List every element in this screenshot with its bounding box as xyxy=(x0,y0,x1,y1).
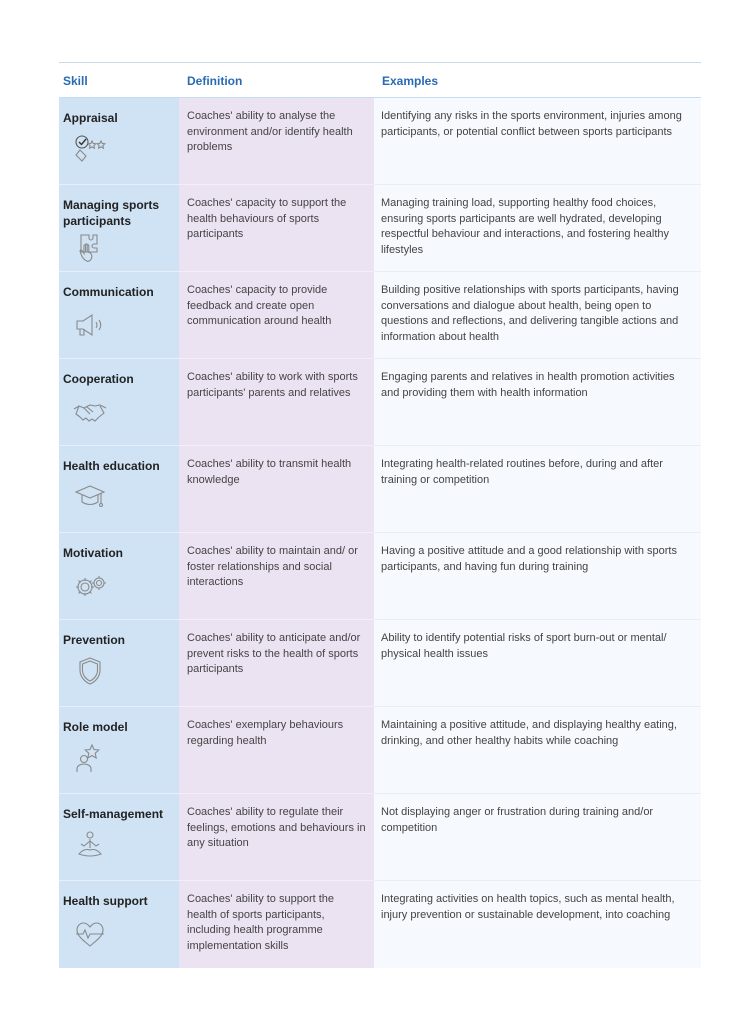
examples-cell xyxy=(374,272,701,359)
skill-cell xyxy=(59,881,179,968)
examples-cell xyxy=(374,98,701,185)
examples-cell xyxy=(374,446,701,533)
examples-text: Having a positive attitude and a good relationship with sports participants, and having fun during training xyxy=(381,545,677,573)
examples-text: Not displaying anger or frustration during training and/or competition xyxy=(381,806,654,834)
skill-cell xyxy=(59,359,179,446)
rating-check-icon xyxy=(73,132,107,162)
table-row xyxy=(59,359,701,446)
table-row xyxy=(59,707,701,794)
examples-text: Integrating health-related routines before, during and after training or competition xyxy=(381,458,663,486)
definition-text: Coaches' capacity to provide feedback and create open communication around health xyxy=(187,284,332,328)
definition-cell xyxy=(179,185,374,272)
skills-table xyxy=(59,62,701,968)
examples-text: Ability to identify potential risks of sport burn-out or mental/ physical health issues xyxy=(381,632,667,660)
table-row xyxy=(59,272,701,359)
graduation-cap-icon xyxy=(73,482,107,512)
definition-text: Coaches' ability to maintain and/ or foster relationships and social interactions xyxy=(187,545,358,589)
skill-name: Health education xyxy=(63,459,160,473)
table-row xyxy=(59,794,701,881)
hand-puzzle-icon xyxy=(73,233,107,263)
definition-cell xyxy=(179,359,374,446)
table-header xyxy=(59,63,701,98)
definition-cell xyxy=(179,881,374,968)
definition-text: Coaches' capacity to support the health behaviours of sports participants xyxy=(187,197,347,241)
definition-text: Coaches' ability to anticipate and/or prevent risks to the health of sports participants xyxy=(187,632,361,676)
megaphone-icon xyxy=(73,310,107,340)
heart-pulse-icon xyxy=(73,919,107,949)
skill-cell xyxy=(59,98,179,185)
skill-cell xyxy=(59,620,179,707)
skill-name: Cooperation xyxy=(63,372,134,386)
skill-name: Communication xyxy=(63,285,154,299)
definition-text: Coaches' exemplary behaviours regarding health xyxy=(187,719,344,747)
meditation-icon xyxy=(73,830,107,860)
definition-text: Coaches' ability to work with sports participants' parents and relatives xyxy=(187,371,358,399)
handshake-icon xyxy=(73,397,107,427)
skill-name: Role model xyxy=(63,720,128,734)
header-skill: Skill xyxy=(63,74,88,88)
examples-cell xyxy=(374,359,701,446)
skill-name: Motivation xyxy=(63,546,123,560)
skill-name: Appraisal xyxy=(63,111,118,125)
skill-cell xyxy=(59,533,179,620)
definition-cell xyxy=(179,446,374,533)
skill-cell xyxy=(59,272,179,359)
table-row xyxy=(59,533,701,620)
examples-text: Engaging parents and relatives in health promotion activities and providing them with health information xyxy=(381,371,675,399)
skill-name: Managing sports participants xyxy=(63,198,160,228)
definition-cell xyxy=(179,707,374,794)
skill-cell xyxy=(59,707,179,794)
definition-text: Coaches' ability to regulate their feelings, emotions and behaviours in any situation xyxy=(187,806,366,850)
examples-cell xyxy=(374,794,701,881)
definition-cell xyxy=(179,533,374,620)
examples-text: Managing training load, supporting healthy food choices, ensuring sports participants are well hydrated, developing respectful behaviour and interactions, and fostering healthy lifestyles xyxy=(381,197,670,256)
definition-cell xyxy=(179,98,374,185)
definition-cell xyxy=(179,620,374,707)
table-row xyxy=(59,98,701,185)
table-row xyxy=(59,185,701,272)
examples-cell xyxy=(374,707,701,794)
examples-text: Identifying any risks in the sports environment, injuries among participants, or potential conflict between sports participants xyxy=(381,110,682,138)
definition-text: Coaches' ability to support the health of sports participants, including health programme implementation skills xyxy=(187,893,335,952)
skill-name: Prevention xyxy=(63,633,126,647)
examples-cell xyxy=(374,881,701,968)
skill-cell xyxy=(59,446,179,533)
table-row xyxy=(59,881,701,968)
gears-icon xyxy=(73,571,107,601)
skill-cell xyxy=(59,794,179,881)
table-row xyxy=(59,620,701,707)
person-star-icon xyxy=(73,743,107,773)
definition-cell xyxy=(179,794,374,881)
shield-icon xyxy=(73,656,107,686)
examples-cell xyxy=(374,620,701,707)
header-examples: Examples xyxy=(382,74,439,88)
examples-text: Integrating activities on health topics, such as mental health, injury prevention or sustainable development, into coaching xyxy=(381,893,675,921)
examples-text: Maintaining a positive attitude, and displaying healthy eating, drinking, and other healthy habits while coaching xyxy=(381,719,677,747)
definition-text: Coaches' ability to transmit health knowledge xyxy=(187,458,352,486)
definition-text: Coaches' ability to analyse the environment and/or identify health problems xyxy=(187,110,353,154)
examples-text: Building positive relationships with sports participants, having conversations and dialogue about health, being open to questions and reflections, and delivering tangible actions and information about health xyxy=(381,284,679,343)
examples-cell xyxy=(374,185,701,272)
examples-cell xyxy=(374,533,701,620)
skill-cell xyxy=(59,185,179,272)
definition-cell xyxy=(179,272,374,359)
skill-name: Self-management xyxy=(63,807,164,821)
skill-name: Health support xyxy=(63,894,148,908)
header-definition: Definition xyxy=(187,74,243,88)
table-row xyxy=(59,446,701,533)
